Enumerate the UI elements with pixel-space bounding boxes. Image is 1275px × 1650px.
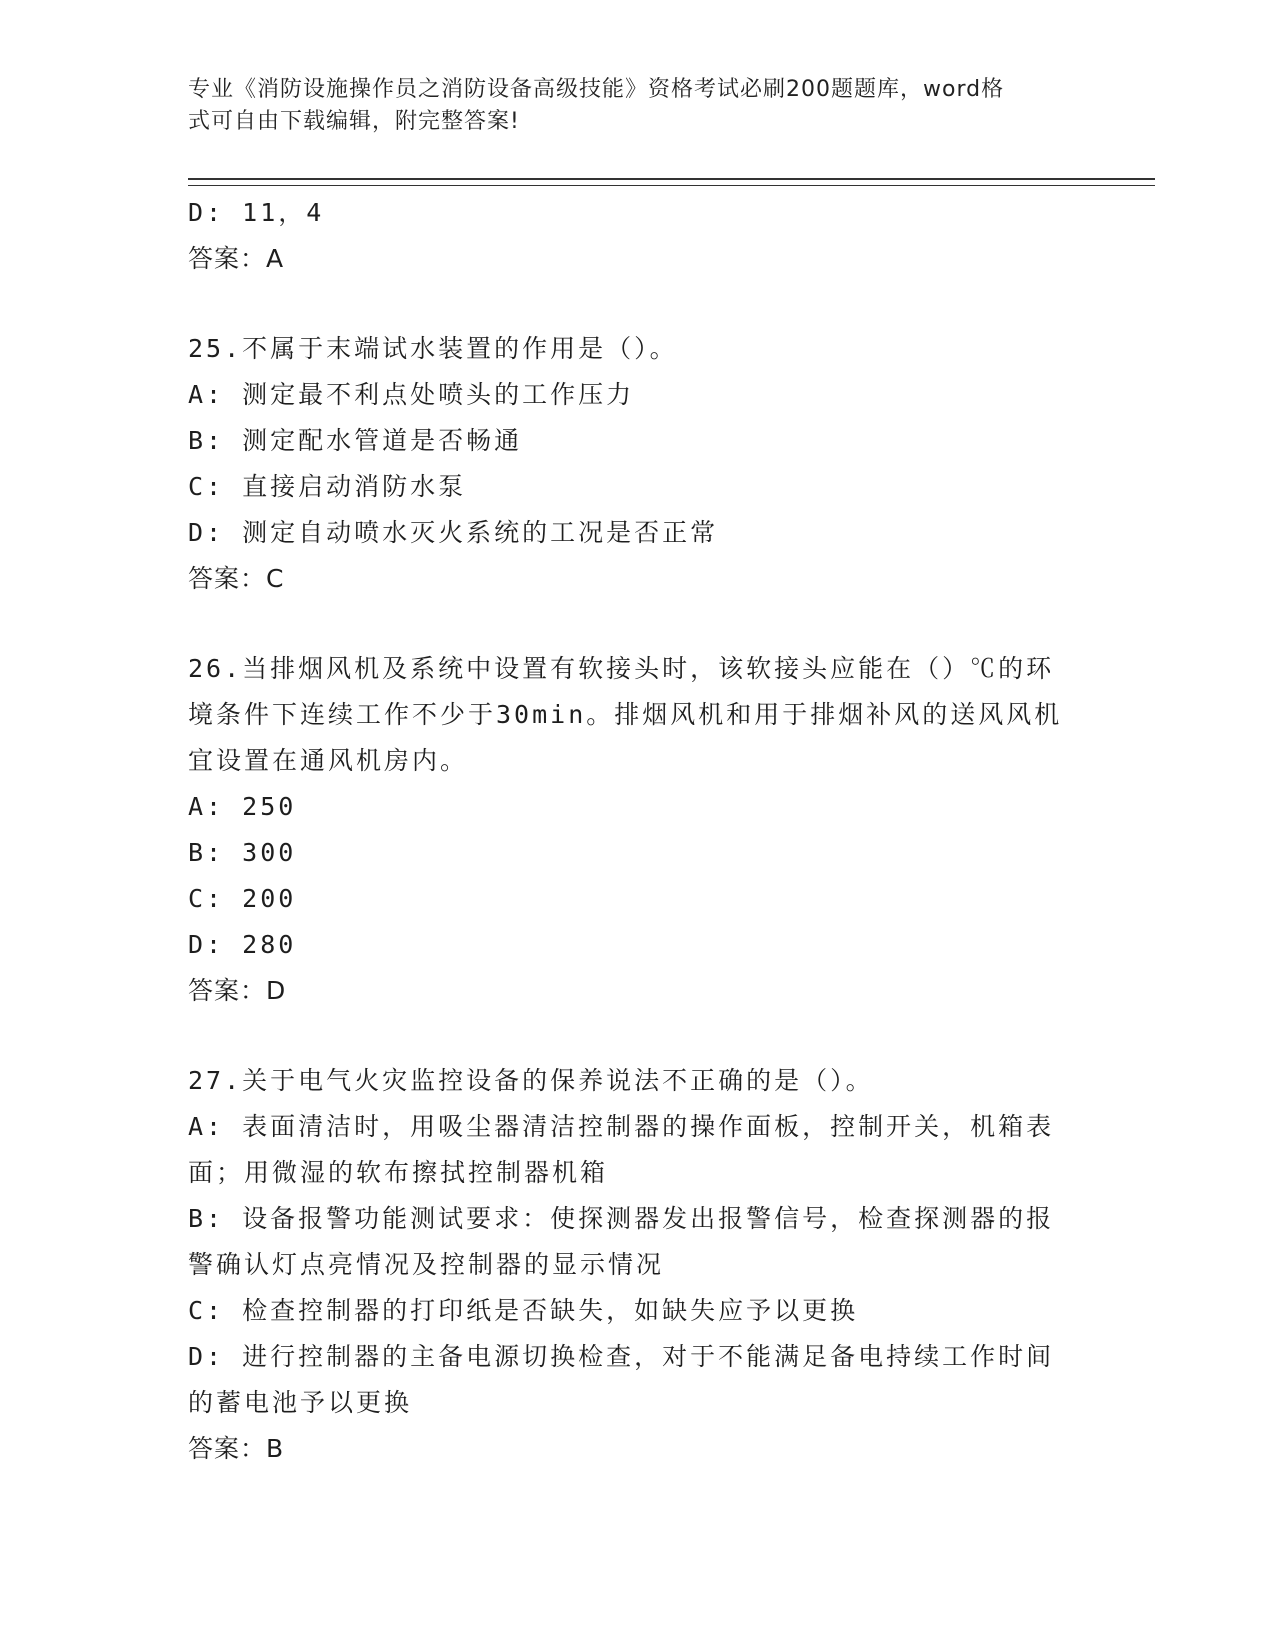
spacer — [188, 602, 1088, 646]
option-c: C: 检查控制器的打印纸是否缺失，如缺失应予以更换 — [188, 1296, 859, 1325]
option-a: A: 250 — [188, 792, 297, 821]
option-d: D: 11，4 — [188, 198, 325, 227]
question-stem-line-3: 宜设置在通风机房内。 — [188, 746, 469, 775]
header-line-2: 式可自由下载编辑，附完整答案! — [188, 109, 520, 134]
option-b: B: 300 — [188, 838, 297, 867]
option-a-line-1: A: 表面清洁时，用吸尘器清洁控制器的操作面板，控制开关，机箱表 — [188, 1112, 1055, 1141]
answer-line: 答案：D — [188, 976, 287, 1005]
header-line-1: 专业《消防设施操作员之消防设备高级技能》资格考试必刷200题题库，word格 — [188, 77, 1005, 102]
spacer — [188, 1014, 1088, 1058]
answer-line: 答案：C — [188, 564, 285, 593]
option-b-line-1: B: 设备报警功能测试要求：使探测器发出报警信号，检查探测器的报 — [188, 1204, 1055, 1233]
option-d: D: 280 — [188, 930, 297, 959]
question-stem-line-2: 境条件下连续工作不少于30min。排烟风机和用于排烟补风的送风风机 — [188, 700, 1063, 729]
option-d: D: 测定自动喷水灭火系统的工况是否正常 — [188, 518, 719, 547]
answer-line: 答案：A — [188, 244, 285, 273]
document-header — [188, 74, 1088, 138]
question-stem-line-1: 26.当排烟风机及系统中设置有软接头时，该软接头应能在（）℃的环 — [188, 654, 1055, 683]
answer-line: 答案：B — [188, 1434, 285, 1463]
option-a-line-2: 面；用微湿的软布擦拭控制器机箱 — [188, 1158, 609, 1187]
question-stem: 25.不属于末端试水装置的作用是（）。 — [188, 334, 678, 363]
question-stem: 27.关于电气火灾监控设备的保养说法不正确的是（）。 — [188, 1066, 874, 1095]
question-list — [188, 190, 1088, 1472]
option-c: C: 200 — [188, 884, 297, 913]
question-26 — [188, 646, 1088, 1014]
question-25 — [188, 326, 1088, 602]
option-b-line-2: 警确认灯点亮情况及控制器的显示情况 — [188, 1250, 665, 1279]
spacer — [188, 282, 1088, 326]
question-24-tail — [188, 190, 1088, 282]
header-divider-thick — [188, 178, 1155, 180]
option-b: B: 测定配水管道是否畅通 — [188, 426, 523, 455]
option-d-line-2: 的蓄电池予以更换 — [188, 1388, 413, 1417]
option-d-line-1: D: 进行控制器的主备电源切换检查，对于不能满足备电持续工作时间 — [188, 1342, 1055, 1371]
option-c: C: 直接启动消防水泵 — [188, 472, 467, 501]
header-divider-thin — [188, 185, 1155, 186]
question-27 — [188, 1058, 1088, 1472]
option-a: A: 测定最不利点处喷头的工作压力 — [188, 380, 635, 409]
